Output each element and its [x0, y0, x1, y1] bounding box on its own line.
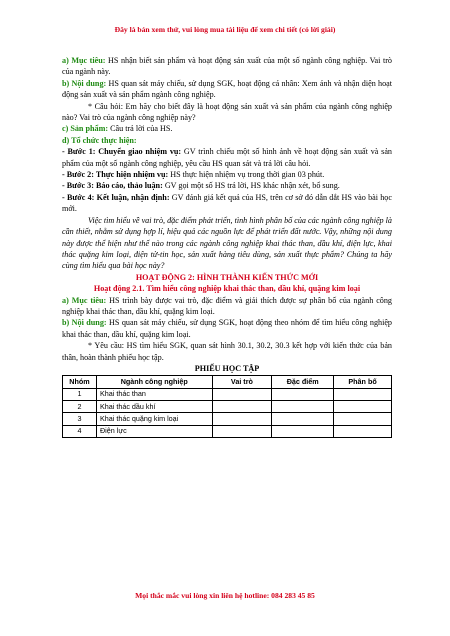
san-pham-paragraph: [62, 123, 392, 134]
cell-nhom: 1: [63, 388, 97, 400]
cell-phan-bo: [334, 388, 392, 400]
san-pham-text: Câu trả lời của HS.: [108, 124, 173, 134]
cell-vai-tro: [212, 413, 272, 425]
buoc-1-text: GV trình chiếu một số hình ảnh về hoạt động sản xuất và sản phẩm của một số ngành công nghiệp, yêu cầu HS quan sát và trả lời câu hỏi.: [62, 147, 392, 168]
hoat-dong-2-title: HOẠT ĐỘNG 2: HÌNH THÀNH KIẾN THỨC MỚI: [135, 272, 319, 282]
header-banner: Đây là bản xem thử, vui lòng mua tài liệu để xem chi tiết (có lời giải): [114, 25, 336, 34]
cell-phan-bo: [334, 413, 392, 425]
buoc-2-paragraph: [62, 169, 392, 180]
cell-dac-diem: [272, 413, 334, 425]
phieu-hoc-tap-title: PHIẾU HỌC TẬP: [194, 363, 260, 373]
cell-vai-tro: [212, 400, 272, 412]
buoc-4-label: - Bước 4: Kết luận, nhận định:: [62, 192, 170, 202]
header-nganh: Ngành công nghiệp: [96, 376, 212, 388]
buoc-1-paragraph: [62, 146, 392, 169]
header-nhom: Nhóm: [63, 376, 97, 388]
cell-nganh: Khai thác dầu khí: [96, 400, 212, 412]
cell-vai-tro: [212, 425, 272, 437]
cell-nhom: 2: [63, 400, 97, 412]
buoc-2-label: - Bước 2: Thực hiện nhiệm vụ:: [62, 170, 169, 180]
buoc-4-text: GV đánh giá kết quả của HS, trên cơ sở đó dẫn dắt HS vào bài học mới.: [62, 192, 392, 214]
header-vai-tro: Vai trò: [212, 376, 272, 388]
muc-tieu-text: HS nhận biết sản phẩm và hoạt động sản xuất của một số ngành công nghiệp. Vai trò của ngành này.: [62, 56, 392, 77]
cell-dac-diem: [272, 425, 334, 437]
dan-dat-paragraph: Việc tìm hiểu về vai trò, đặc điểm phát triển, tình hình phân bố của các ngành công nghiệp là cần thiết, nhằm sử dụng hợp lí, hiệu quả các nguồn lực để phát triển đất nước. Vậy, những nội dung này được thể hiện như thế nào trong các ngành công nghiệp khai thác than, dầu khí, điện lực, khai thác quặng kim loại, điện tử-tin học, sản xuất hàng tiêu dùng, sản xuất thực phẩm? Chúng ta hãy cùng tìm hiểu qua bài học này?: [62, 215, 392, 271]
cell-nganh: Khai thác quặng kim loại: [96, 413, 212, 425]
cell-nhom: 4: [63, 425, 97, 437]
muc-tieu-label: a) Mục tiêu:: [62, 56, 106, 65]
muc-tieu-paragraph: [62, 55, 392, 78]
to-chuc-heading: d) Tổ chức thực hiện:: [62, 135, 137, 145]
san-pham-label: c) Sản phẩm:: [62, 124, 109, 134]
cell-phan-bo: [334, 425, 392, 437]
header-dac-diem: Đặc điểm: [272, 376, 334, 388]
cell-vai-tro: [212, 388, 272, 400]
table-row: [63, 400, 392, 412]
cell-dac-diem: [272, 400, 334, 412]
cell-nganh: Điện lực: [96, 425, 212, 437]
noi-dung-label: b) Nội dung:: [62, 78, 107, 88]
hd2-muc-tieu-text: HS trình bày được vai trò, đặc điểm và giải thích được sự phân bố của ngành công nghiệp khai thác than, dầu khí, quặng kim loại.: [62, 295, 392, 316]
hd2-muc-tieu-label: a) Mục tiêu:: [62, 295, 107, 305]
phieu-hoc-tap-table: [62, 375, 392, 437]
cau-hoi-paragraph: * Câu hỏi: Em hãy cho biết đây là hoạt động sản xuất và sản phẩm của ngành công nghiệp nào? Vai trò của ngành công nghiệp này?: [62, 101, 392, 123]
hd2-noi-dung-text: HS quan sát máy chiếu, sử dụng SGK, hoạt động theo nhóm để tìm hiểu công nghiệp khai thác than, dầu khí, quặng kim loại.: [62, 318, 392, 339]
cell-nganh: Khai thác than: [96, 388, 212, 400]
table-row: [63, 425, 392, 437]
buoc-3-text: GV gọi một số HS trả lời, HS khác nhận xét, bổ sung.: [162, 181, 340, 191]
cell-dac-diem: [272, 388, 334, 400]
header-phan-bo: Phân bố: [334, 376, 392, 388]
noi-dung-text: HS quan sát máy chiếu, sử dụng SGK, hoạt động cá nhân: Xem ảnh và nhận diện hoạt động sản xuất và sản phẩm ngành công nghiệp.: [62, 78, 392, 100]
buoc-3-label: - Bước 3: Báo cáo, thảo luận:: [62, 181, 163, 191]
table-row: [63, 413, 392, 425]
hoat-dong-2-1-subtitle: Hoạt động 2.1. Tìm hiểu công nghiệp khai thác than, dầu khí, quặng kim loại: [93, 284, 361, 294]
cell-nhom: 3: [63, 413, 97, 425]
hd2-noi-dung-paragraph: [62, 317, 392, 340]
buoc-1-label: - Bước 1: Chuyển giao nhiệm vụ:: [62, 147, 182, 157]
noi-dung-paragraph: [62, 78, 392, 101]
hd2-yeu-cau-paragraph: * Yêu cầu: HS tìm hiểu SGK, quan sát hình 30.1, 30.2, 30.3 kết hợp với kiến thức của bản thân, hoàn thành phiếu học tập.: [62, 341, 392, 362]
hd2-muc-tieu-paragraph: [62, 295, 392, 318]
document-body: [62, 55, 392, 438]
footer-hotline-banner: Mọi thắc mắc vui lòng xin liên hệ hotline: 084 283 45 85: [135, 591, 315, 600]
table-header-row: [63, 376, 392, 388]
buoc-3-paragraph: [62, 180, 392, 191]
cell-phan-bo: [334, 400, 392, 412]
table-row: [63, 388, 392, 400]
buoc-4-paragraph: [62, 192, 392, 215]
hd2-noi-dung-label: b) Nội dung:: [62, 318, 107, 328]
buoc-2-text: HS thực hiện nhiệm vụ trong thời gian 03 phút.: [168, 170, 325, 180]
